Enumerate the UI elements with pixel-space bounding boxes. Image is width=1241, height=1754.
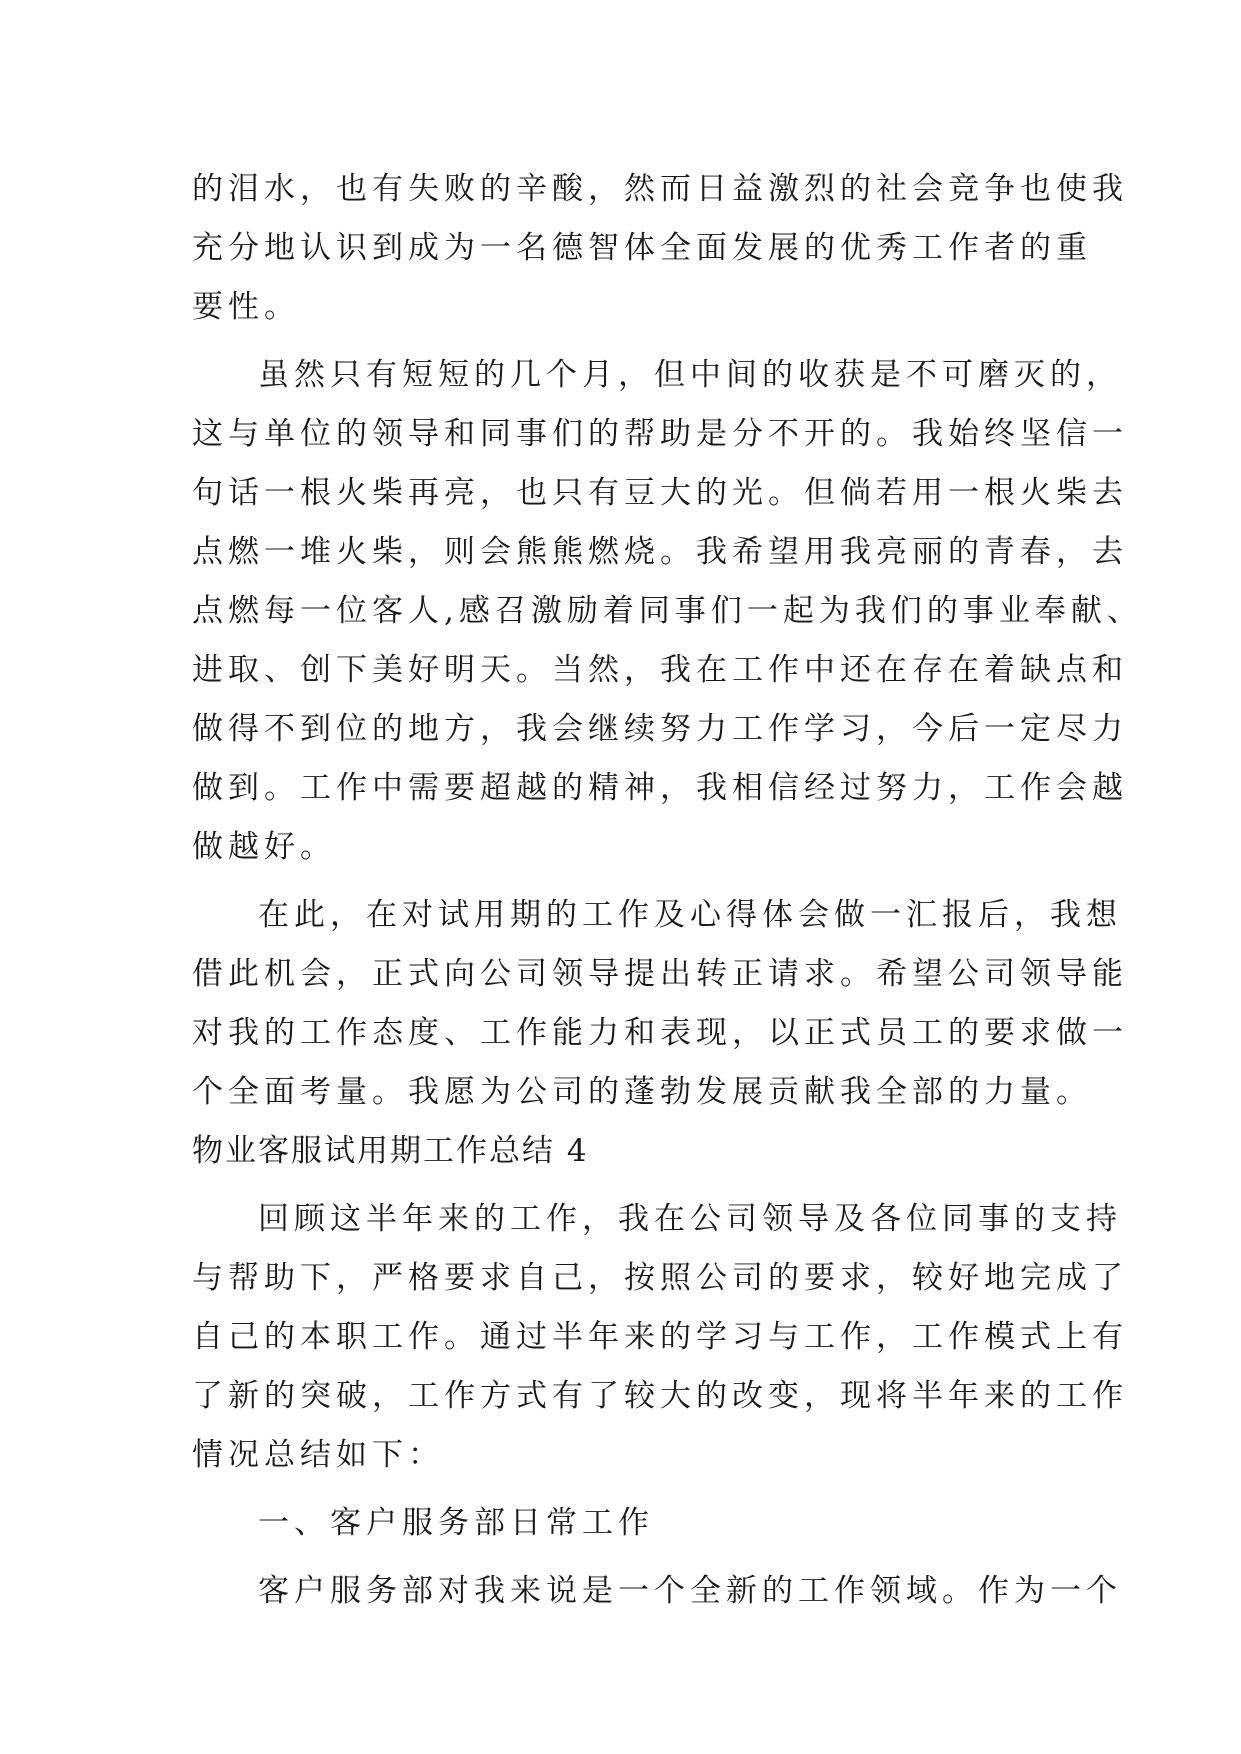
text-line: 个全面考量。我愿为公司的蓬勃发展贡献我全部的力量。 bbox=[192, 1074, 1092, 1110]
text-line: 点燃每一位客人,感召激励着同事们一起为我们的事业奉献、 bbox=[192, 593, 1143, 629]
paragraph-first-line: 虽然只有短短的几个月，但中间的收获是不可磨灭的， bbox=[258, 357, 1122, 393]
text-line: 的泪水，也有失败的辛酸，然而日益激烈的社会竞争也使我 bbox=[192, 171, 1128, 207]
subsection-heading: 一、客户服务部日常工作 bbox=[258, 1505, 654, 1541]
section-heading: 物业客服试用期工作总结 4 bbox=[192, 1133, 589, 1169]
text-line: 做到。工作中需要超越的精神，我相信经过努力，工作会越 bbox=[192, 770, 1128, 806]
text-line: 充分地认识到成为一名德智体全面发展的优秀工作者的重 bbox=[192, 230, 1092, 266]
text-line: 对我的工作态度、工作能力和表现，以正式员工的要求做一 bbox=[192, 1015, 1128, 1051]
text-line: 与帮助下，严格要求自己，按照公司的要求，较好地完成了 bbox=[192, 1260, 1128, 1296]
text-line: 进取、创下美好明天。当然，我在工作中还在存在着缺点和 bbox=[192, 652, 1128, 688]
text-line: 了新的突破，工作方式有了较大的改变，现将半年来的工作 bbox=[192, 1378, 1128, 1414]
text-line: 点燃一堆火柴，则会熊熊燃烧。我希望用我亮丽的青春，去 bbox=[192, 534, 1128, 570]
paragraph-first-line: 在此，在对试用期的工作及心得体会做一汇报后，我想 bbox=[258, 897, 1122, 933]
document-body bbox=[192, 160, 1143, 1621]
text-line: 情况总结如下： bbox=[192, 1437, 444, 1473]
paragraph-first-line: 客户服务部对我来说是一个全新的工作领域。作为一个 bbox=[258, 1573, 1122, 1609]
text-line: 做得不到位的地方，我会继续努力工作学习，今后一定尽力 bbox=[192, 711, 1128, 747]
text-line: 要性。 bbox=[192, 289, 300, 325]
text-line: 句话一根火柴再亮，也只有豆大的光。但倘若用一根火柴去 bbox=[192, 475, 1128, 511]
text-line: 做越好。 bbox=[192, 829, 336, 865]
text-line: 借此机会，正式向公司领导提出转正请求。希望公司领导能 bbox=[192, 956, 1128, 992]
paragraph-first-line: 回顾这半年来的工作，我在公司领导及各位同事的支持 bbox=[258, 1201, 1122, 1237]
text-line: 自己的本职工作。通过半年来的学习与工作，工作模式上有 bbox=[192, 1319, 1128, 1355]
text-line: 这与单位的领导和同事们的帮助是分不开的。我始终坚信一 bbox=[192, 416, 1128, 452]
